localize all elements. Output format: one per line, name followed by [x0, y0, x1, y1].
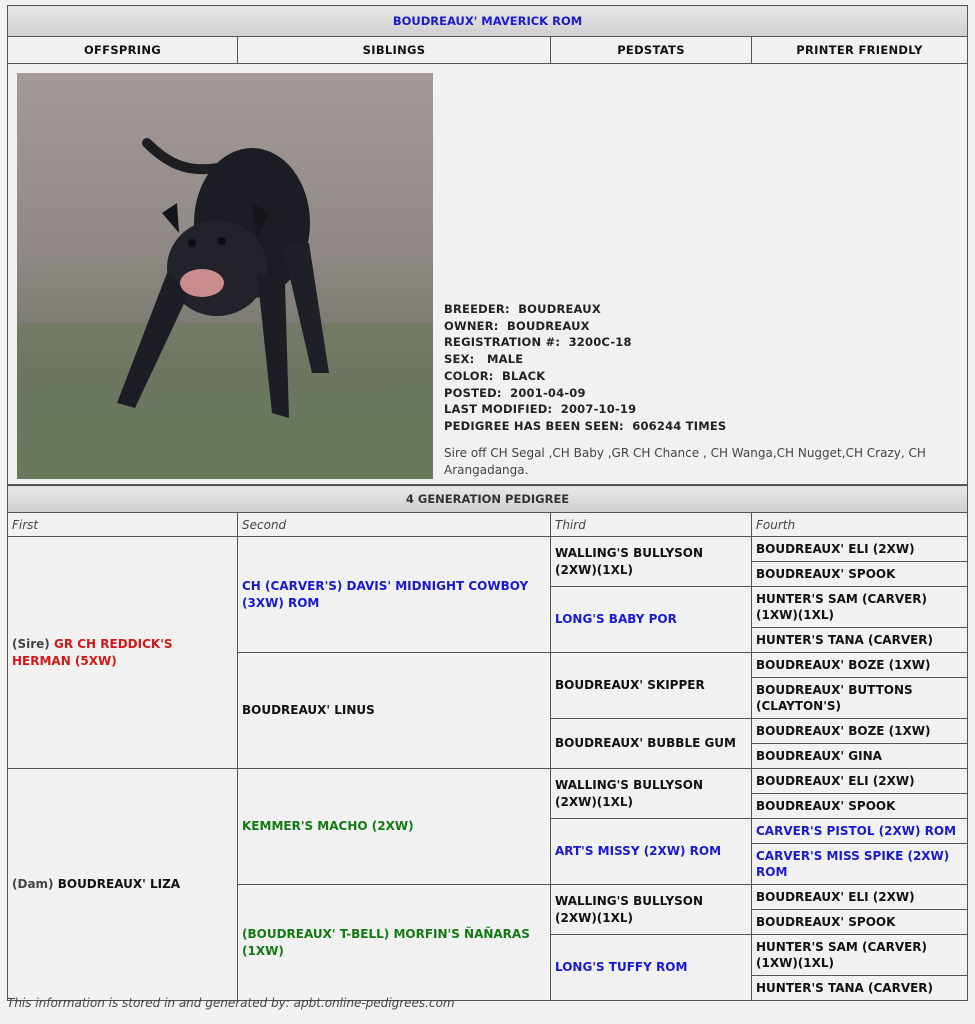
seen-label: PEDIGREE HAS BEEN SEEN:: [444, 418, 624, 433]
pedigree-title: 4 GENERATION PEDIGREE: [8, 486, 968, 513]
color-line: [444, 368, 964, 385]
breeder-value: BOUDREAUX: [518, 302, 601, 316]
dog-description: Sire off CH Segal ,CH Baby ,GR CH Chance , CH Wanga,CH Nugget,CH Crazy, CH Arangadanga.: [444, 445, 926, 477]
footer: [7, 996, 455, 1010]
pedigree-link[interactable]: KEMMER'S MACHO (2XW): [238, 769, 551, 885]
pedigree-link[interactable]: LONG'S BABY POR: [551, 587, 752, 653]
pedigree-link[interactable]: BOUDREAUX' SKIPPER: [551, 653, 752, 719]
owner-label: OWNER:: [444, 318, 499, 333]
pedigree-link[interactable]: CARVER'S MISS SPIKE (2XW) ROM: [752, 844, 968, 885]
owner-line: [444, 318, 964, 335]
pedigree-link[interactable]: WALLING'S BULLYSON (2XW)(1XL): [551, 769, 752, 819]
modified-value: 2007-10-19: [560, 402, 637, 417]
registration-line: [444, 334, 964, 351]
column-third: Third: [551, 513, 752, 537]
posted-value: 2001-04-09: [510, 385, 586, 400]
breeder-label: BREEDER:: [444, 302, 510, 316]
dam-link[interactable]: BOUDREAUX' LIZA: [57, 877, 181, 892]
pedigree-link[interactable]: HUNTER'S SAM (CARVER) (1XW)(1XL): [752, 587, 968, 628]
pedigree-link[interactable]: CH (CARVER'S) DAVIS' MIDNIGHT COWBOY (3XW) ROM: [238, 537, 551, 653]
nav-printer-friendly[interactable]: PRINTER FRIENDLY: [752, 37, 968, 64]
header-table: [7, 5, 968, 485]
seen-value: 606244 TIMES: [632, 418, 727, 433]
posted-label: POSTED:: [444, 385, 502, 400]
pedigree-link[interactable]: LONG'S TUFFY ROM: [551, 935, 752, 1001]
dog-info-panel: [8, 64, 968, 485]
pedigree-link[interactable]: BOUDREAUX' ELI (2XW): [752, 885, 968, 910]
column-second: Second: [238, 513, 551, 537]
pedigree-link[interactable]: BOUDREAUX' ELI (2XW): [752, 769, 968, 794]
pedigree-link[interactable]: HUNTER'S TANA (CARVER): [752, 628, 968, 653]
nav-pedstats[interactable]: PEDSTATS: [551, 37, 752, 64]
registration-value: 3200C-18: [568, 335, 632, 350]
pedigree-link[interactable]: CARVER'S PISTOL (2XW) ROM: [752, 819, 968, 844]
footer-text: This information is stored in and generated by:: [7, 996, 290, 1010]
pedigree-link[interactable]: BOUDREAUX' SPOOK: [752, 794, 968, 819]
sex-value: MALE: [487, 352, 524, 367]
breeder-line: [444, 301, 964, 318]
sire-prefix: (Sire): [12, 637, 50, 651]
pedigree-link[interactable]: BOUDREAUX' ELI (2XW): [752, 537, 968, 562]
column-fourth: Fourth: [752, 513, 968, 537]
pedigree-link[interactable]: ART'S MISSY (2XW) ROM: [551, 819, 752, 885]
column-first: First: [8, 513, 238, 537]
pedigree-link[interactable]: BOUDREAUX' BUBBLE GUM: [551, 719, 752, 769]
color-label: COLOR:: [444, 368, 494, 383]
dam-cell: [8, 769, 238, 1001]
nav-offspring[interactable]: OFFSPRING: [8, 37, 238, 64]
dog-details: [444, 301, 964, 479]
pedigree-link[interactable]: BOUDREAUX' BUTTONS (CLAYTON'S): [752, 678, 968, 719]
pedigree-table: [7, 485, 968, 1001]
dog-title[interactable]: BOUDREAUX' MAVERICK ROM: [8, 6, 968, 37]
pedigree-link[interactable]: BOUDREAUX' SPOOK: [752, 910, 968, 935]
pedigree-link[interactable]: (BOUDREAUX' T-BELL) MORFIN'S ÑAÑARAS (1XW): [238, 885, 551, 1001]
pedigree-link[interactable]: HUNTER'S SAM (CARVER) (1XW)(1XL): [752, 935, 968, 976]
sex-line: [444, 351, 964, 368]
sire-cell: [8, 537, 238, 769]
owner-value: BOUDREAUX: [507, 318, 590, 333]
color-value: BLACK: [502, 368, 546, 383]
posted-line: [444, 385, 964, 402]
pedigree-link[interactable]: BOUDREAUX' GINA: [752, 744, 968, 769]
pedigree-link[interactable]: WALLING'S BULLYSON (2XW)(1XL): [551, 885, 752, 935]
dam-prefix: (Dam): [12, 877, 54, 892]
modified-line: [444, 401, 964, 418]
pedigree-link[interactable]: BOUDREAUX' BOZE (1XW): [752, 719, 968, 744]
sex-label: SEX:: [444, 352, 475, 367]
nav-siblings[interactable]: SIBLINGS: [238, 37, 551, 64]
pedigree-link[interactable]: BOUDREAUX' BOZE (1XW): [752, 653, 968, 678]
pedigree-page: [7, 5, 967, 1001]
sire-link[interactable]: GR CH REDDICK'S HERMAN (5XW): [12, 637, 173, 668]
dog-photo: [17, 73, 433, 479]
pedigree-link[interactable]: WALLING'S BULLYSON (2XW)(1XL): [551, 537, 752, 587]
modified-label: LAST MODIFIED:: [444, 402, 553, 417]
footer-site-link[interactable]: apbt.online-pedigrees.com: [293, 996, 455, 1010]
seen-line: [444, 418, 964, 435]
registration-label: REGISTRATION #:: [444, 335, 561, 350]
pedigree-link[interactable]: HUNTER'S TANA (CARVER): [752, 976, 968, 1001]
pedigree-link[interactable]: BOUDREAUX' LINUS: [238, 653, 551, 769]
pedigree-link[interactable]: BOUDREAUX' SPOOK: [752, 562, 968, 587]
